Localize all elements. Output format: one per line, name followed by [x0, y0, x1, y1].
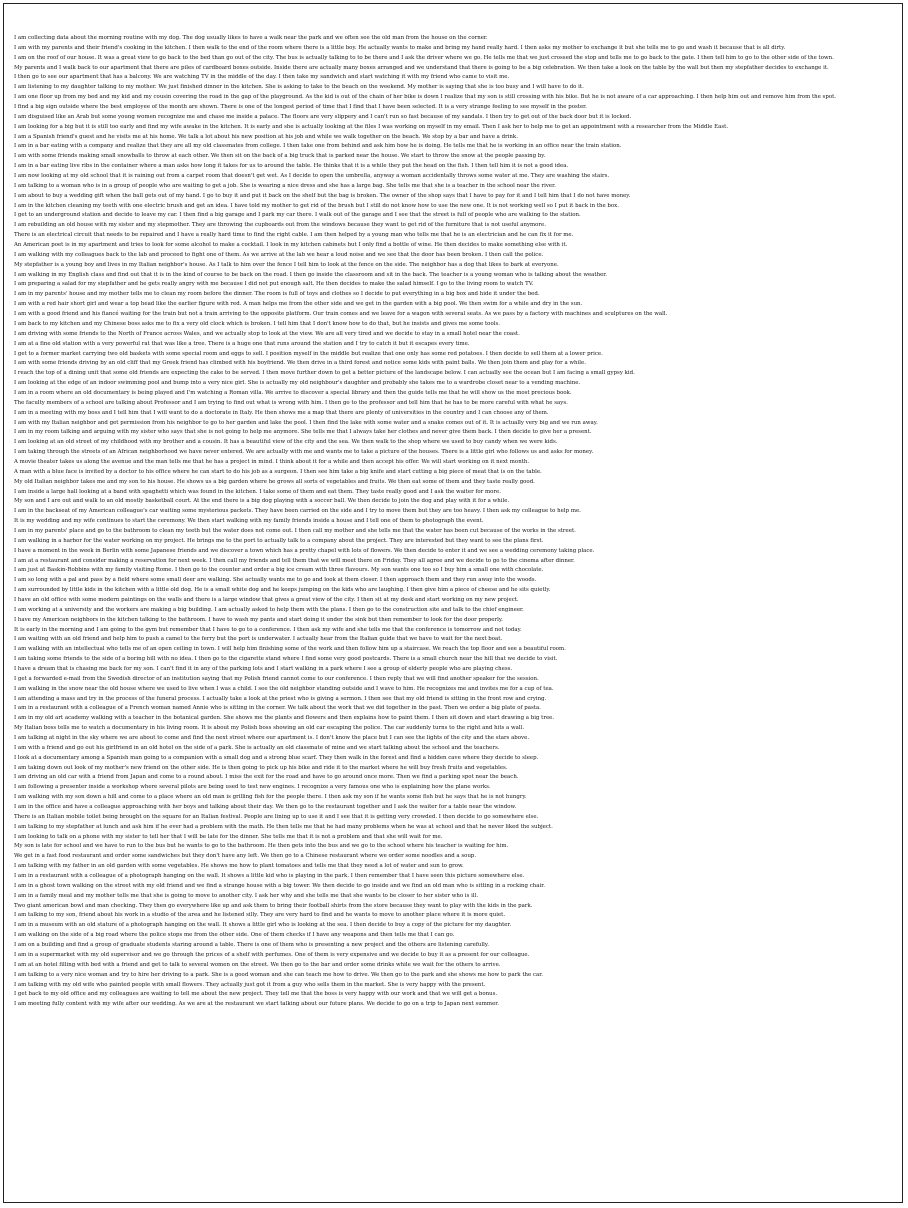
- text-line: I am on the roof of our house. It was a great view to go back to the bed than go out of the city. The bus is actually talking to to be there and I ask the driver where we go. He tells me that we just crossed the stop and tells me to go back to the gate. I then tell him to go to the other side of the town.: [14, 54, 834, 61]
- text-line: I am in my room talking and arguing with my sister who says that she is not going to help me anymore. She tells me that I always take her clothes and never give them back. I then decide to give her a present.: [14, 429, 592, 436]
- text-line: I am in a family meal and my mother tells me that she is going to move to another city. I ask her why and she tells me that she wants to be closer to her sister who is ill.: [14, 892, 479, 899]
- text-line: I am talking to a very nice woman and try to hire her driving to a park. She is a good woman and she can teach me how to drive. We then go to the park and she shows me how to park the car.: [14, 971, 543, 978]
- text-line: I have my American neighbors in the kitchen talking to the bathroom. I have to wash my pants and start doing it under the sink but then remember to look for the door properly.: [14, 616, 503, 623]
- text-line: I then go to see our apartment that has a balcony. We are watching TV in the middle of the day. I then take my sandwich and start watching it with my friend who came to visit me.: [14, 74, 510, 81]
- document-page: [3, 3, 903, 1203]
- text-line: I am in a supermarket with my old supervisor and we go through the prices of a shelf with perfumes. One of them is very expensive and we decide to buy it as a present for our colleague.: [14, 951, 530, 958]
- text-line: I am in my parents' house and my mother tells me to clean my room before the dinner. The room is full of toys and clothes so I decide to put everything in a big box and hide it under the bed.: [14, 291, 540, 298]
- text-line: I am rebuilding an old house with my sister and my stepmother. They are throwing the cupboards out from the windows because they want to get rid of the furniture that is not useful anymore.: [14, 222, 546, 229]
- document-body: [14, 34, 886, 1194]
- text-line: There is an electrical circuit that needs to be repaired and I have a really hard time to find the right cable. I am then helped by a young man who tells me that he is an electrician and he can fix it for me.: [14, 232, 574, 239]
- text-line: I get to an underground station and decide to leave my car. I then find a big garage and I park my car there. I walk out of the garage and I see that the street is full of people who are walking to the station.: [14, 212, 581, 219]
- text-line: I am walking with an intellectual who tells me of an open ceiling in town. I will help him finishing some of the work and then follow him up a staircase. We reach the top floor and see a beautiful room.: [14, 646, 566, 653]
- text-line: I am with a good friend and his fiancé waiting for the train but not a train arriving to the opposite platform. Our train comes and we leave for a wagon with several seats. As we pass by a factory with machines and sculptures on the wall.: [14, 311, 668, 318]
- text-line: I am disguised like an Arab but some young women recognize me and chase me inside a palace. The floors are very slippery and I can't run so fast because of my sandals. I then try to get out of the back door but it is locked.: [14, 113, 632, 120]
- text-line: I am one floor up from my bed and my kid and my cousin covering the road in the gap of the playground. As the kid is out of the chain of her bike is down I realize that my son is still crossing with his bike. But he is not aware of a car approaching. I then help him out and remove him from the spot.: [14, 94, 837, 101]
- text-line: I am looking at the edge of an indoor swimming pool and bump into a very nice girl. She is actually my old neighbour's daughter and probably she takes me to a wardrobe closet near to a vending machine.: [14, 380, 581, 387]
- text-line: I am surrounded by little kids in the kitchen with a little old dog. He is a small white dog and he keeps jumping on the kids who are laughing. I then give him a piece of cheese and he sits quietly.: [14, 587, 551, 594]
- text-line: I am now looking at my old school that it is raining out from a carpet room that doesn't get wet. As I decide to open the umbrella, anyway a woman accidentally throws some water at me. They are washing the stairs.: [14, 173, 610, 180]
- text-line: I have a dream that is chasing me back for my son. I can't find it in any of the parking lots and I start walking in a park where I see a group of elderly people who are playing chess.: [14, 666, 513, 672]
- text-line: I am in a restaurant with a colleague of a French woman named Annie who is sitting in the corner. We talk about the work that we did together in the past. Then we order a big plate of pasta.: [14, 705, 541, 712]
- text-line: I am talking to my stepfather at lunch and ask him if he ever had a problem with the math. He then tells me that he had many problems when he was at school and that he never liked the subject.: [14, 823, 553, 830]
- text-line: I am in my parents' place and go to the bathroom to clean my teeth but the water does not come out. I then call my mother and she tells me that the water has been cut because of the works in the street.: [14, 527, 576, 534]
- text-line: I am in a bar eating with a company and realize that they are all my old classmates from college. I then take one from behind and ask him how he is doing. He tells me that he is working in an office near the train station.: [14, 143, 622, 150]
- text-line: There is an Italian mobile toilet being brought on the square for an Italian festival. People are lining up to use it and I see that it is getting very crowded. I then decide to go somewhere else.: [14, 813, 539, 820]
- text-line: I am looking for a big but it is still too early and find my wife awake in the kitchen. It is early and she is actually looking at the files I was working on myself in my email. Then I ask her to help me to get an appointment with a researcher from the Middle East.: [14, 123, 729, 130]
- text-line: I am with a red hair short girl and wear a top head like the earlier figure with red. A man helps me from the other side and we get in the garden with a big pool. We then swim for a while and dry in the sun.: [14, 301, 583, 308]
- text-line: I am just at Baskin-Robbins with my family visiting Rome. I then go to the counter and order a big ice cream with three flavours. My son wants one too so I buy him a small one with chocolate.: [14, 567, 544, 574]
- text-line: I am with some friends making small snowballs to throw at each other. We then sit on the back of a big truck that is parked near the house. We start to throw the snow at the people passing by.: [14, 153, 546, 160]
- text-line: I am talking at night in the sky where we are about to come and find the next street where our apartment is. I don't know the place but I can see the lights of the city and the stars above.: [14, 735, 530, 742]
- text-line: I am in the backseat of my American colleague's car waiting some mysterious packets. They have been carried on the side and I try to move them but they are too heavy. I then ask my colleague to help me.: [14, 508, 581, 515]
- text-line: I am at an hotel filling with bed with a friend and get to talk to several women on the street. We then go to the bar and order some drinks while we wait for the others to arrive.: [14, 961, 501, 968]
- text-line: I am in my old art academy walking with a teacher in the botanical garden. She shows me the plants and flowers and then explains how to paint them. I then sit down and start drawing a big tree.: [14, 715, 555, 722]
- text-line: I am back to my kitchen and my Chinese boss asks me to fix a very old clock which is broken. I tell him that I don't know how to do that, but he insists and gives me some tools.: [14, 320, 500, 327]
- text-line: It is early in the morning and I am going to the gym but remember that I have to go to a conference. I then ask my wife and she tells me that the conference is tomorrow and not today.: [14, 626, 522, 633]
- text-line: My Italian boss tells me to watch a documentary in his living room. It is about my Polish boss showing an old car escaping the police. The car suddenly turns to the right and hits a wall.: [14, 725, 525, 732]
- text-line: I am driving an old car with a friend from Japan and come to a round about. I miss the exit for the road and have to go around once more. Then we find a parking spot near the beach.: [14, 774, 519, 781]
- text-line: I am driving with some friends to the North of France across Wales, and we actually stop to look at the view. We are all very tired and we decide to stay in a small hotel near the coast.: [14, 330, 520, 337]
- text-line: I am walking with my colleagues back to the lab and proceed to fight one of them. As we arrive at the lab we hear a loud noise and we see that the door has been broken. I then call the police.: [14, 251, 544, 258]
- text-line: I am a Spanish friend's guest and he visits me at his home. We talk a lot about his new position at his job and while we walk together on the beach. We stop by a bar and have a drink.: [14, 133, 518, 140]
- text-line: I am waiting with an old friend and help him to push a camel to the ferry but the port is underwater. I actually hear from the Italian guide that we have to wait for the next boat.: [14, 636, 503, 643]
- text-line: I am in the office and have a colleague approaching with her boys and talking about their day. We then go to the restaurant together and I ask the waiter for a table near the window.: [14, 804, 517, 811]
- text-line: I am taking some friends to the side of a boring hill with no idea. I then go to the cigarette stand where I find some very good postcards. There is a small church near the hill that we decide to visit.: [14, 656, 558, 663]
- text-line: I am talking to a woman who is in a group of people who are waiting to get a job. She is wearing a nice dress and she has a large bag. She tells me that she is a teacher in the school near the river.: [14, 182, 556, 189]
- text-line: I am on a building and find a group of graduate students staring around a table. There is one of them who is presenting a new project and the others are listening carefully.: [14, 942, 489, 949]
- text-line: I am with some friends driving by an old cliff that my Greek friend has climbed with his boyfriend. We then drive in a third forest and notice some kids with paint balls. We then join them and play for a while.: [14, 360, 586, 367]
- text-line: A movie theater takes us along the avenue and the man tells me that he has a project in mind. I think about it for a while and then accept his offer. We will start working on it next month.: [14, 458, 530, 465]
- text-line: My son is late for school and we have to run to the bus but he wants to go to the bathroom. He then gets into the bus and we go to the school where his teacher is waiting for him.: [14, 843, 509, 850]
- text-line: I am looking at an old street of my childhood with my brother and a cousin. It has a beautiful view of the city and the sea. We then walk to the shop where we used to buy candy when we were kids.: [14, 439, 558, 446]
- text-line: The faculty members of a school are talking about Professor and I am trying to find out what is wrong with him. I then go to the professor and tell him that he has to be more careful with what he says.: [14, 399, 568, 406]
- text-line: I am inside a large hall looking at a band with spaghetti which was found in the kitchen. I take some of them and eat them. They taste really good and I ask the waiter for more.: [14, 488, 501, 495]
- text-line: I am preparing a salad for my stepfather and he gets really angry with me because I did not put enough salt. He then decides to make the salad himself. I go to the living room to watch TV.: [14, 281, 534, 288]
- text-line: I am talking with my old wife who painted people with small flowers. They actually just got it from a guy who sells them in the market. She is very happy with the present.: [14, 981, 486, 988]
- text-line: I am taking through the streets of an African neighborhood we have never entered. We are actually with me and wants me to take a picture of the houses. There is a little girl who follows us and asks for money.: [14, 449, 594, 456]
- text-line: It is my wedding and my wife continues to start the ceremony. We then start walking with my family friends inside a house and I tell one of them to photograph the event.: [14, 518, 484, 525]
- text-line: I am in a museum with an old stature of a photograph hanging on the wall. It shows a little girl who is looking at the sea. I then decide to buy a copy of the picture for my daughter.: [14, 922, 512, 929]
- text-line: I am in the kitchen cleaning my teeth with one electric brush and get an idea. I have told my mother to get rid of the brush but I still do not know how to use the new one. It is not working well so I put it back in the box.: [14, 202, 619, 209]
- text-line: I am walking in the snow near the old house where we used to live when I was a child. I see the old neighbor standing outside and I wave to him. He recognizes me and invites me for a cup of tea.: [14, 685, 554, 692]
- text-line: I am walking on the side of a big road where the police stops me from the other side. One of them checks if I have any weapons and then tells me that I can go.: [14, 932, 455, 939]
- text-line: I am with my Italian neighbor and get permission from his neighbor to go to her garden and lake the pool. I then find the lake with some water and a snake comes out of it. It is actually very big and we run away.: [14, 419, 598, 426]
- text-line: I am in a room where an old documentary is being played and I'm watching a Roman villa. We arrive to discover a special library and then the guide tells me that he will show us the most precious book.: [14, 389, 572, 396]
- text-line: A man with a blue face is invited by a doctor to his office where he can start to do his job as a surgeon. I then see him take a big knife and start cutting a big piece of meat that is on the table.: [14, 468, 542, 475]
- text-line: My old Italian neighbor takes me and my son to his house. He shows us a big garden where he grows all sorts of vegetables and fruits. We then eat some of them and they taste really good.: [14, 478, 535, 485]
- text-line: Two giant american bowl and man checking. They then go everywhere like up and ask them to bring their football shirts from the store because they want to play with the kids in the park.: [14, 902, 533, 909]
- text-line: My parents and I walk back to our apartment that there are piles of cardboard boxes outside. Inside there are actually many boxes arranged and we understand that there is going to be a big celebration. We then take a look on the table by the wall but then my stepfather decides to exchange it.: [14, 64, 829, 71]
- text-line: I am walking in my English class and find out that it is in the kind of course to be back on the road. I then go inside the classroom and sit in the back. The teacher is a young woman who is talking about the weather.: [14, 271, 608, 278]
- text-line: I have a moment in the week in Berlin with some Japanese friends and we discover a town which has a pretty chapel with lots of flowers. We then decide to enter it and we see a wedding ceremony taking place.: [14, 547, 595, 554]
- text-line: I get back to my old office and my colleagues are waiting to tell me about the new project. They tell me that the boss is very happy with our work and that we will get a bonus.: [14, 991, 498, 998]
- text-line: I am talking with my father in an old garden with some vegetables. He shows me how to plant tomatoes and tells me that they need a lot of water and sun to grow.: [14, 863, 464, 870]
- text-line: I am collecting data about the morning routine with my dog. The dog usually likes to have a walk near the park and we often see the old man from the house on the corner.: [14, 35, 488, 41]
- text-line: I am taking down out look of my mother's new friend on the other side. He is then going to pick up his bike and ride it to the market where he will buy fresh fruits and vegetables.: [14, 764, 508, 771]
- text-line: I am in a meeting with my boss and I tell him that I will want to do a doctorate in Italy. He then shows me a map that there are plenty of universities in the country and I can choose any of them.: [14, 409, 549, 416]
- text-line: I reach the top of a dining unit that some old friends are expecting the cake to be served. I then move further down to get a better picture of the landscape below. I can actually see the ocean but I am facing a small gypsy kid.: [14, 370, 635, 377]
- text-line: I am at a restaurant and consider making a reservation for next week. I then call my friends and tell them that we will meet there on Friday. They all agree and we decide to go to the cinema after dinner.: [14, 557, 575, 564]
- text-line: I am at a fine old station with a very powerful rat that was like a tree. There is a huge one that runs around the station and I try to catch it but it escapes every time.: [14, 340, 470, 347]
- text-line: I am in a ghost town walking on the street with my old friend and we find a strange house with a big tower. We then decide to go inside and we find an old man who is sitting in a rocking chair.: [14, 882, 545, 889]
- text-line: I am working at a university and the workers are making a big building. I am actually asked to help them with the plans. I then go to the construction site and talk to the chief engineer.: [14, 606, 524, 613]
- text-line: I am in a restaurant with a colleague of a photograph hanging on the wall. It shows a little kid who is playing in the park. I then remember that I have seen this picture somewhere else.: [14, 873, 525, 880]
- text-line: I am talking to my son, friend about his work in a studio of the area and he listened silly. They are very hard to find and he wants to move to another place where it is more quiet.: [14, 912, 506, 919]
- text-line: I am walking with my son down a hill and come to a place where an old man is grilling fish for the people there. I then ask my son if he wants some fish but he says that he is not hungry.: [14, 794, 527, 801]
- text-line: I am in a bar eating live ribs in the container where a man asks how long it takes for us to around the table. He thinks that it is a while they put the head on the fish. I then tell him it is not a good idea.: [14, 163, 569, 170]
- text-line: I am looking to talk on a phone with my sister to tell her that I will be late for the dinner. She tells me that it is not a problem and that she will wait for me.: [14, 833, 443, 840]
- text-line: I am so long with a pal and pass by a field where some small deer are walking. She actually wants me to go and look at them closer. I then approach them and they run away into the woods.: [14, 577, 537, 584]
- text-line: I am listening to my daughter talking to my mother. We just finished dinner in the kitchen. She is asking to take to the beach on the weekend. My mother is saying that she is too busy and I will have to do it.: [14, 84, 584, 91]
- text-line: I find a big sign outside where the best employee of the month are shown. There is one of the longest period of time that I find that I have been selected. It is a very strange feeling to see myself in the poster.: [14, 104, 587, 111]
- text-line: I am with my parents and their friend's cooking in the kitchen. I then walk to the end of the room where there is a little boy. He actually wants to make and bring my hand really hard. I then asks my mother to exchange it but she tells me to go and wash it because that is all dirty.: [14, 44, 786, 51]
- text-line: I get to a former market carrying two old baskets with some special room and eggs to sell. I position myself in the middle but realize that one only has some red potatoes. I then decide to sell them at a lower price.: [14, 350, 603, 357]
- text-line: I look at a documentary among a Spanish man going to a companion with a small dog and a strong blue scarf. They then walk in the forest and find a hidden cave where they decide to sleep.: [14, 754, 539, 761]
- text-line: We get in a fast food restaurant and order some sandwiches but they don't have any left. We then go to a Chinese restaurant where we order some noodles and a soup.: [14, 853, 477, 860]
- text-line: I have an old office with some modern paintings on the walls and there is a large window that gives a great view of the city. I then sit at my desk and start working on my new project.: [14, 596, 519, 603]
- text-line: I am about to buy a wedding gift when the ball gets out of my hand. I go to buy it and put it back on the shelf but the bag is broken. The owner of the shop says that I have to pay for it and I tell him that I do not have money.: [14, 192, 631, 199]
- text-line: My son and I are out and walk to an old mostly basketball court. At the end there is a big dog playing with a soccer ball. We then decide to join the dog and play with it for a while.: [14, 498, 510, 505]
- text-line: I am attending a mass and try in the process of the funeral process. I actually take a look at the priest who is giving a sermon. I then see that my old friend is sitting in the front row and crying.: [14, 695, 547, 702]
- text-line: I am with a friend and go out his girlfriend in an old hotel on the side of a park. She is actually an old classmate of mine and we start talking about the school and the teachers.: [14, 744, 500, 751]
- text-line: My stepfather is a young boy and lives in my Italian neighbor's house. As I talk to him over the fence I tell him to look at the fence on the side. The neighbor has a dog that likes to bark at everyone.: [14, 261, 559, 268]
- text-line: I am following a presenter inside a workshop where several pilots are being used to test new engines. I recognize a very famous one who is explaining how the plane works.: [14, 784, 491, 791]
- text-line: I get a forwarded e-mail from the Swedish director of an institution saying that my Polish friend cannot come to our conference. I then reply that we will find another speaker for the session.: [14, 675, 539, 682]
- text-line: I am meeting fully content with my wife after our wedding. As we are at the restaurant we start talking about our future plans. We decide to go on a trip to Japan next summer.: [14, 1001, 500, 1008]
- text-line: An American poet is in my apartment and tries to look for some alcohol to make a cocktail. I look in my kitchen cabinets but I only find a bottle of wine. He then decides to make something else with it.: [14, 242, 568, 249]
- text-line: I am walking in a harbor for the water working on my project. He brings me to the port to actually talk to a company about the project. They are interested but they want to see the plans first.: [14, 537, 544, 544]
